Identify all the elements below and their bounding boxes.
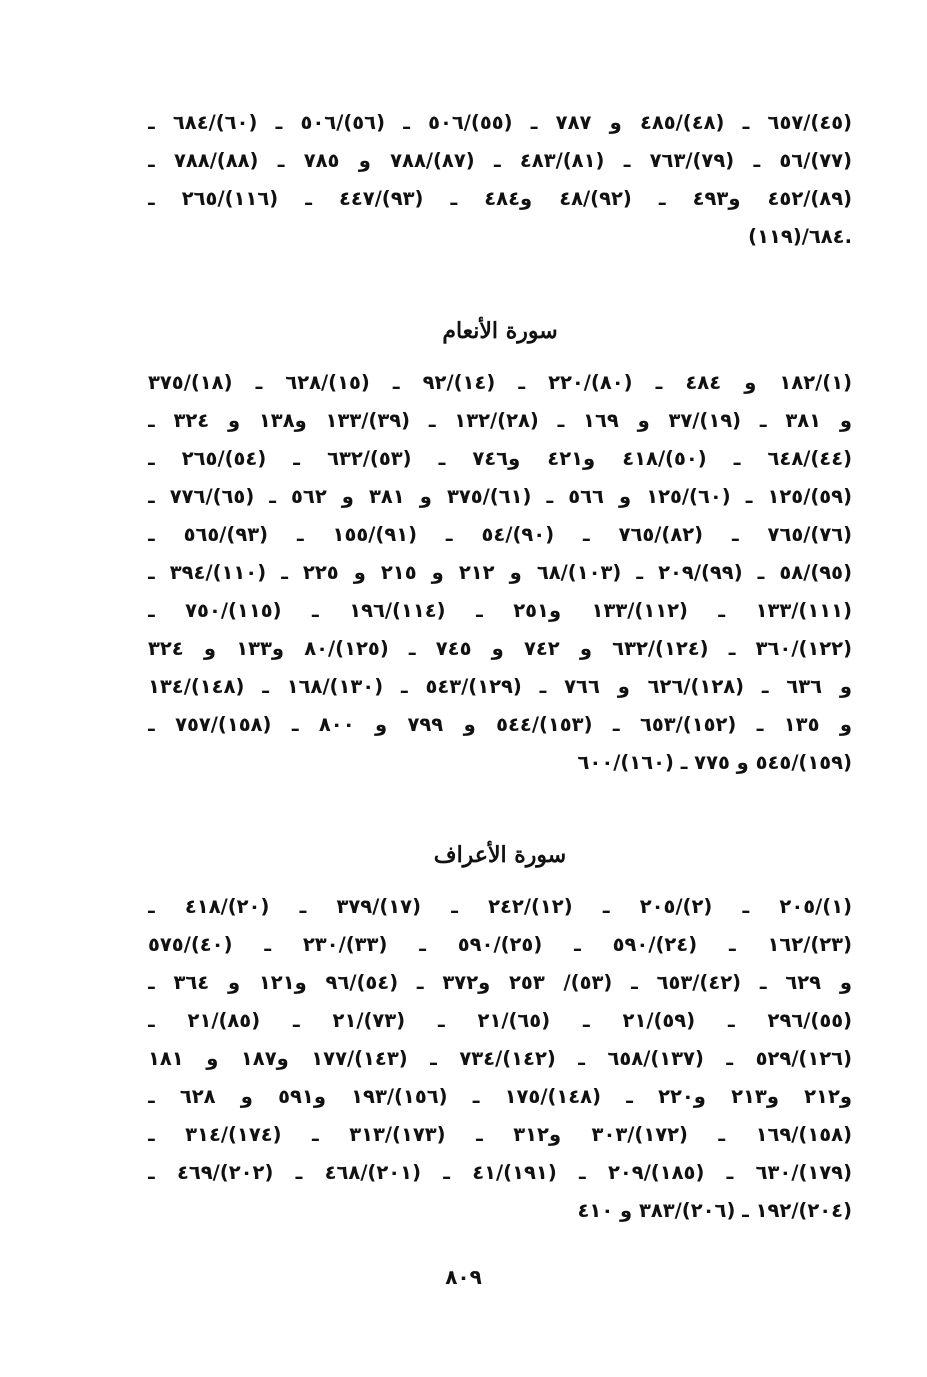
index-line: (١٢٢)/٣٦٠ ـ (١٢٤)/٦٣٢ و ٧٤٢ و ٧٤٥ ـ (١٢٥)/٨٠ و١٣٣ و ٣٢٤ (148, 637, 852, 660)
index-line: (١٥٩)/٥٤٥ و ٧٧٥ ـ (١٦٠)/٦٠٠ (577, 751, 852, 774)
index-block-araf (148, 888, 852, 1230)
index-line: (٤٤)/٦٤٨ ـ (٥٠)/٤١٨ و٤٢١ و٧٤٦ ـ (٥٣)/٦٣٢ ـ (٥٤)/٢٦٥ ـ (148, 447, 852, 470)
index-line: (١٧٩)/٦٣٠ ـ (١٨٥)/٢٠٩ ـ (١٩١)/٤١ ـ (٢٠١)/٤٦٨ ـ (٢٠٢)/٤٦٩ ـ (148, 1161, 852, 1184)
index-line: (٢٠٤)/١٩٢ ـ (٢٠٦)/٣٨٣ و ٤١٠ (577, 1199, 852, 1222)
index-line: (٥٥)/٢٩٦ ـ (٥٩)/٢١ ـ (٦٥)/٢١ ـ (٧٣)/٢١ ـ (٨٥)/٢١ ـ (148, 1009, 852, 1032)
index-block-continuation (148, 104, 852, 256)
index-line: (١٢٦)/٥٢٩ ـ (١٣٧)/٦٥٨ ـ (١٤٢)/٧٣٤ ـ (١٤٣)/١٧٧ و١٨٧ و ١٨١ (148, 1047, 852, 1070)
index-line: (١)/١٨٢ و ٤٨٤ ـ (٨٠)/٢٢٠ ـ (١٤)/٩٢ ـ (١٥)/٦٢٨ ـ (١٨)/٣٧٥ (148, 371, 852, 394)
index-line: و ٦٣٦ ـ (١٢٨)/٦٢٦ و ٧٦٦ ـ (١٢٩)/٥٤٣ ـ (١٣٠)/١٦٨ ـ (١٤٨)/١٣٤ (148, 675, 852, 698)
index-line: و ١٣٥ ـ (١٥٢)/٦٥٣ ـ (١٥٣)/٥٤٤ و ٧٩٩ و ٨٠٠ ـ (١٥٨)/٧٥٧ ـ (148, 713, 852, 736)
index-line: و ٦٢٩ ـ (٤٢)/٦٥٣ ـ (٥٣)/ ٢٥٣ و٣٧٢ ـ (٥٤)/٩٦ و١٢١ و ٣٦٤ ـ (148, 971, 852, 994)
index-line: (٧٧)/٥٦ ـ (٧٩)/٧٦٣ ـ (٨١)/٤٨٣ ـ (٨٧)/٧٨٨ و ٧٨٥ ـ (٨٨)/٧٨٨ ـ (148, 149, 852, 172)
index-line: (٧٦)/٧٦٥ ـ (٨٢)/٧٦٥ ـ (٩٠)/٥٤ ـ (٩١)/١٥٥ ـ (٩٣)/٥٦٥ ـ (148, 523, 852, 546)
index-line: (٨٩)/٤٥٢ و٤٩٣ ـ (٩٢)/٤٨ و٤٨٤ ـ (٩٣)/٤٤٧ ـ (١١٦)/٢٦٥ ـ (148, 187, 852, 210)
index-line: (١١١)/١٣٣ ـ (١١٢)/١٣٣ و٢٥١ ـ (١١٤)/١٩٦ ـ (١١٥)/٧٥٠ ـ (148, 599, 852, 622)
section-heading-araf: سورة الأعراف (433, 842, 567, 868)
index-line: (٤٥)/٦٥٧ ـ (٤٨)/٤٨٥ و ٧٨٧ ـ (٥٥)/٥٠٦ ـ (٥٦)/٥٠٦ ـ (٦٠)/٦٨٤ ـ (148, 111, 852, 134)
index-line: (١٥٨)/١٦٩ ـ (١٧٢)/٣٠٣ و٣١٢ ـ (١٧٣)/٣١٣ ـ (١٧٤)/٣١٤ ـ (148, 1123, 852, 1146)
section-heading-anam: سورة الأنعام (442, 318, 558, 344)
index-line: و ٣٨١ ـ (١٩)/٣٧ و ١٦٩ ـ (٢٨)/١٣٢ ـ (٣٩)/١٣٣ و١٣٨ و ٣٢٤ ـ (148, 409, 852, 432)
index-line: و٢١٢ و٢١٣ و٢٢٠ ـ (١٤٨)/١٧٥ ـ (١٥٦)/١٩٣ و٥٩١ و ٦٢٨ ـ (148, 1085, 852, 1108)
index-line: (١)/٢٠٥ ـ (٢)/٢٠٥ ـ (١٢)/٢٤٢ ـ (١٧)/٣٧٩ ـ (٢٠)/٤١٨ ـ (148, 895, 852, 918)
index-line: (٥٩)/١٢٥ ـ (٦٠)/١٢٥ و ٥٦٦ ـ (٦١)/٣٧٥ و ٣٨١ و ٥٦٢ ـ (٦٥)/٧٧٦ ـ (148, 485, 852, 508)
index-line: (١١٩)/٦٨٤. (748, 225, 852, 248)
index-line: (٢٣)/١٦٢ ـ (٢٤)/٥٩٠ ـ (٢٥)/٥٩٠ ـ (٣٣)/٢٣٠ ـ (٤٠)/٥٧٥ (148, 933, 852, 956)
page-number: ٨٠٩ (445, 1265, 482, 1289)
index-line: (٩٥)/٥٨ ـ (٩٩)/٢٠٩ ـ (١٠٣)/٦٨ و ٢١٢ و ٢١٥ و ٢٢٥ ـ (١١٠)/٣٩٤ ـ (148, 561, 852, 584)
index-block-anam (148, 364, 852, 782)
